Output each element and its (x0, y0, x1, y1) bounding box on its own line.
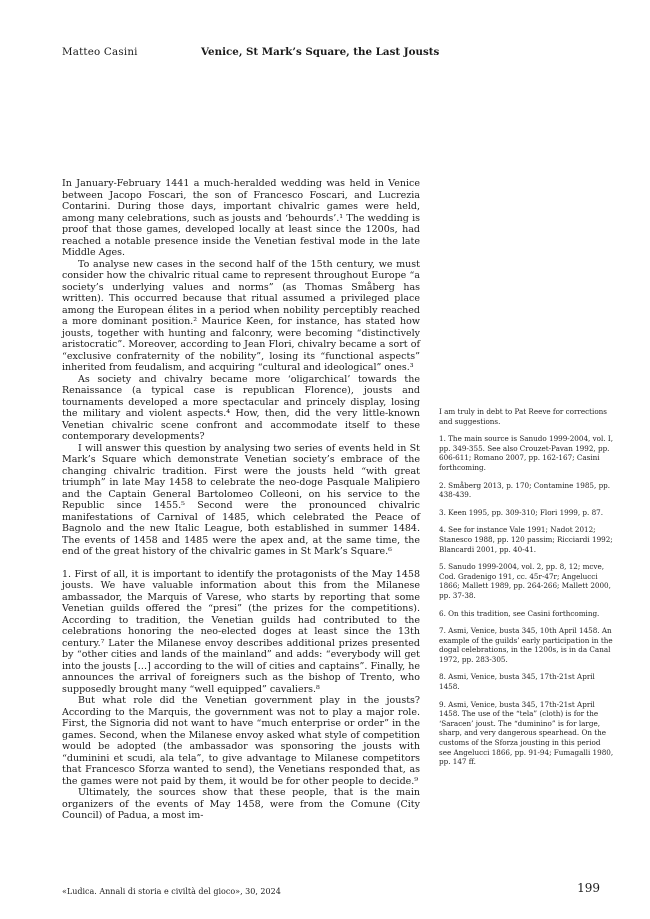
body-paragraph: I will answer this question by analysing two series of events held in St Mark’s Square which demonstrate Venetian society’s embrace of the changing chivalric tradition. First were the jousts held “with great triumph” in late May 1458 to celebrate the neo-doge Pasquale Malipiero and the Captain General Bartolomeo Colleoni, on his service to the Republic since 1455.⁵ Second were the pronounced chivalric manifestations of Carnival of 1485, which celebrated the Peace of Bagnolo and the new Italic League, both established in summer 1484. The events of 1458 and 1485 were the apex and, at the same time, the end of the great history of the chivalric games in St Mark’s Square.⁶ (62, 442, 420, 557)
footnote: 7. Asmi, Venice, busta 345, 10th April 1458. An example of the guilds’ early participation in the dogal celebrations, in the 1200s, is in da Canal 1972, pp. 283-305. (439, 626, 613, 664)
footnote: 8. Asmi, Venice, busta 345, 17th-21st April 1458. (439, 672, 595, 692)
footnotes-column (439, 407, 614, 775)
body-paragraph: But what role did the Venetian government play in the jousts? According to the Marquis, the government was not to play a major role. First, the Signoria did not want to have “much enterprise or order” in the games. Second, when the Milanese envoy asked what style of competition would be adopted (the ambassador was sponsoring the jousts with “duminini et scudi, ala tela”, to give advantage to Milanese competitors that Francesco Sforza wanted to send), the Venetians responded that, as the games were not paid by them, it would be for other people to decide.⁹ (62, 695, 420, 787)
body-paragraph: 1. First of all, it is important to identify the protagonists of the May 1458 jousts. We have valuable information about this from the Milanese ambassador, the Marquis of Varese, who starts by reporting that some Venetian guilds offered the “presi” (the prizes for the competitions). According to tradition, the Venetian guilds had contributed to the celebrations honoring the neo-elected doges at least since the 13th century.⁷ Later the Milanese envoy describes additional prizes presented by “other cities and lands of the mainland” and adds: “everybody will get into the jousts […] according to the will of cities and captains”. Finally, he announces the arrival of foreigners such as the bishop of Trento, who supposedly brought many “well equipped” cavaliers.⁸ (62, 568, 420, 695)
footnote: 4. See for instance Vale 1991; Nadot 2012; Stanesco 1988, pp. 120 passim; Ricciardi 1992; Blancardi 2001, pp. 40-41. (439, 525, 613, 554)
page-number: 199 (577, 881, 600, 895)
body-paragraph: Ultimately, the sources show that these people, that is the main organizers of the events of May 1458, were from the Comune (City Council) of Padua, a most im- (62, 787, 420, 821)
footnote: 3. Keen 1995, pp. 309-310; Flori 1999, p. 87. (439, 507, 604, 517)
journal-citation: «Ludica. Annali di storia e civiltà del gioco», 30, 2024 (62, 887, 281, 896)
main-text-column (62, 178, 420, 822)
running-header-author: Matteo Casini (62, 46, 138, 58)
running-header-title: Venice, St Mark’s Square, the Last Jousts (201, 46, 440, 58)
footnote: 9. Asmi, Venice, busta 345, 17th-21st April 1458. The use of the “tela” (cloth) is for the ‘Saracen’ joust. The “duminino” is for large, sharp, and very dangerous spearhead. On the customs of the Sforza jousting in this period see Angelucci 1866, pp. 91-94; Fumagalli 1980, pp. 147 ff. (439, 699, 614, 767)
running-header (62, 46, 600, 62)
footnote: I am truly in debt to Pat Reeve for corrections and suggestions. (439, 407, 607, 426)
body-paragraph: As society and chivalry became more ‘oligarchical’ towards the Renaissance (a typical case is republican Florence), jousts and tournaments developed a more spectacular and princely display, losing the military and violent aspects.⁴ How, then, did the very little-known Venetian chivalric scene confront and accommodate itself to these contemporary developments? (62, 373, 420, 442)
footnote: 2. Småberg 2013, p. 170; Contamine 1985, pp. 438-439. (439, 480, 611, 500)
footnote: 1. The main source is Sanudo 1999-2004, vol. I, pp. 349-355. See also Crouzet-Pavan 1992, pp. 606-611; Romano 2007, pp. 162-167; Casini forthcoming. (439, 434, 613, 472)
body-paragraph: To analyse new cases in the second half of the 15th century, we must consider how the chivalric ritual came to represent throughout Europe “a society’s underlying values and norms” (as Thomas Småberg has written). This occurred because that ritual assumed a privileged place among the European élites in a period when nobility perceptibly reached a more dominant position.² Maurice Keen, for instance, has stated how jousts, together with hunting and falconry, were becoming “distinctively aristocratic”. Moreover, according to Jean Flori, chivalry became a sort of “exclusive confraternity of the nobility”, losing its “functional aspects” inherited from feudalism, and acquiring “cultural and ideological” ones.³ (62, 258, 420, 373)
body-paragraph: In January-February 1441 a much-heralded wedding was held in Venice between Jacopo Foscari, the son of Francesco Foscari, and Lucrezia Contarini. During those days, important chivalric games were held, among many celebrations, such as jousts and ‘behourds’.¹ The wedding is proof that those games, developed locally at least since the 1200s, had reached a notable presence inside the Venetian festival mode in the late Middle Ages. (62, 178, 420, 258)
footnote: 5. Sanudo 1999-2004, vol. 2, pp. 8, 12; mcve, Cod. Gradenigo 191, cc. 45r-47r; Angelucci 1866; Mallett 1989, pp. 264-266; Mallett 2000, pp. 37-38. (439, 562, 611, 600)
footnote: 6. On this tradition, see Casini forthcoming. (439, 608, 600, 618)
